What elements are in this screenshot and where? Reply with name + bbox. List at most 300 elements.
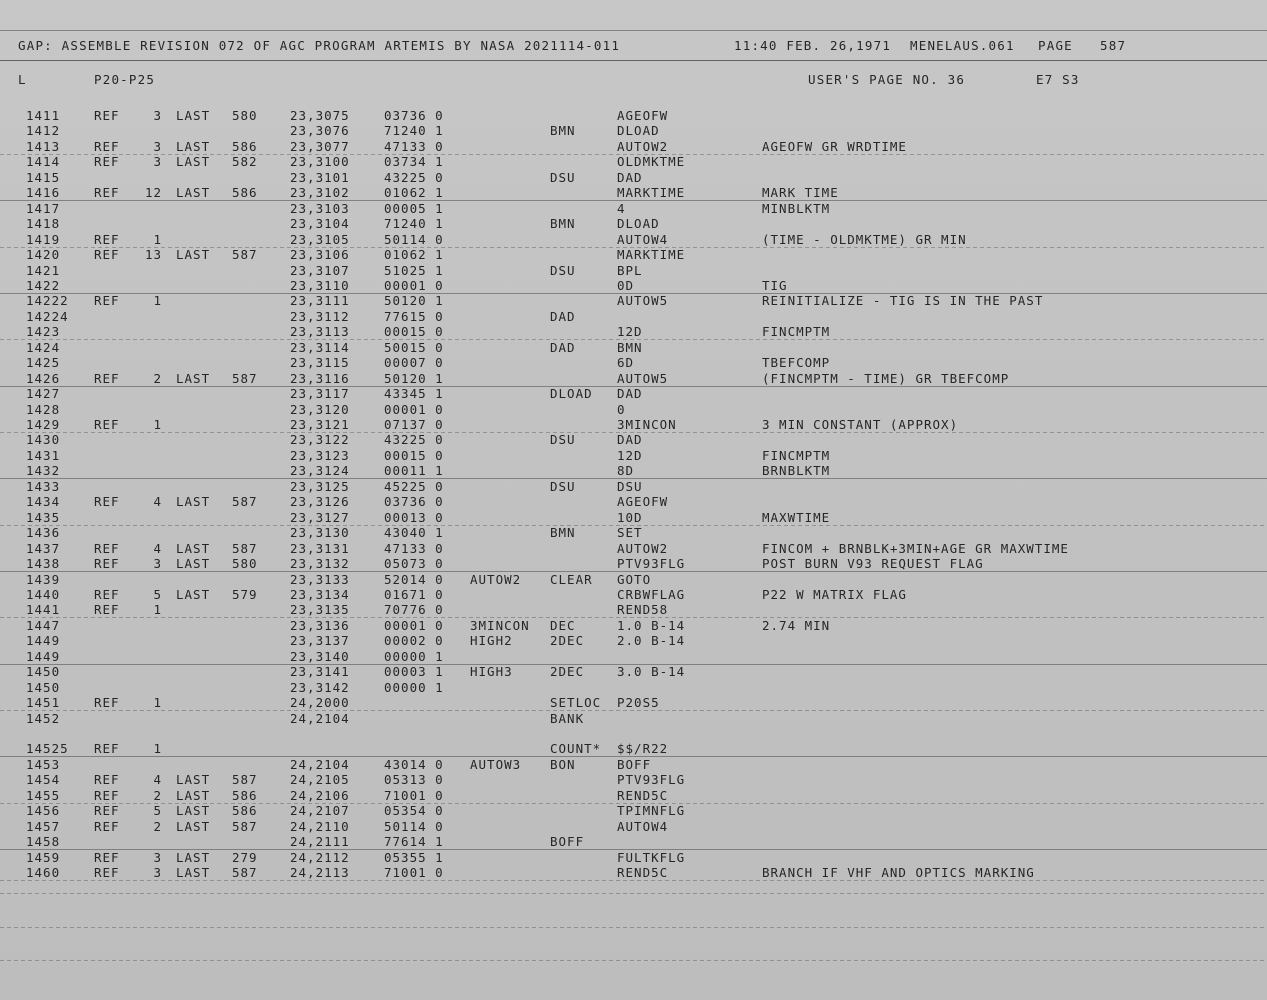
- line-number: 1435: [26, 510, 61, 525]
- comment: MARK TIME: [762, 185, 839, 200]
- octal-word: 01062 1: [384, 185, 444, 200]
- listing-row: [0, 649, 1267, 664]
- octal-word: 43040 1: [384, 525, 444, 540]
- octal-word: 05313 0: [384, 772, 444, 787]
- ref-marker: REF: [94, 819, 120, 834]
- operand: DSU: [617, 479, 643, 494]
- line-number: 1450: [26, 664, 61, 679]
- address: 23,3131: [290, 541, 350, 556]
- ref-count: 5: [153, 587, 162, 602]
- line-number: 1425: [26, 355, 61, 370]
- ref-count: 1: [153, 417, 162, 432]
- comment: (TIME - OLDMKTME) GR MIN: [762, 232, 967, 247]
- line-number: 1453: [26, 757, 61, 772]
- operand: 6D: [617, 355, 635, 370]
- ref-marker: REF: [94, 293, 120, 308]
- listing-row: [0, 834, 1267, 849]
- octal-word: 50114 0: [384, 232, 444, 247]
- octal-word: 47133 0: [384, 541, 444, 556]
- operand: AUTOW4: [617, 819, 669, 834]
- line-number: 14222: [26, 293, 69, 308]
- label: HIGH3: [470, 664, 513, 679]
- listing-row: [0, 309, 1267, 324]
- address: 23,3122: [290, 432, 350, 447]
- operand: AUTOW5: [617, 371, 669, 386]
- ref-count: 4: [153, 494, 162, 509]
- ref-page: 579: [232, 587, 258, 602]
- ref-page: 587: [232, 865, 258, 880]
- line-number: 1413: [26, 139, 61, 154]
- octal-word: 47133 0: [384, 139, 444, 154]
- listing-row: [0, 402, 1267, 417]
- ref-page: 582: [232, 154, 258, 169]
- line-number: 1414: [26, 154, 61, 169]
- opcode: BANK: [550, 711, 585, 726]
- address: 23,3126: [290, 494, 350, 509]
- address: 23,3125: [290, 479, 350, 494]
- last-marker: LAST: [176, 139, 211, 154]
- opcode: DEC: [550, 618, 576, 633]
- address: 24,2000: [290, 695, 350, 710]
- comment: FINCOM + BRNBLK+3MIN+AGE GR MAXWTIME: [762, 541, 1069, 556]
- operand: AUTOW2: [617, 139, 669, 154]
- listing-row: [0, 417, 1267, 432]
- address: 23,3142: [290, 680, 350, 695]
- octal-word: 50120 1: [384, 371, 444, 386]
- comment: 3 MIN CONSTANT (APPROX): [762, 417, 959, 432]
- line-number: 1452: [26, 711, 61, 726]
- octal-word: 00015 0: [384, 448, 444, 463]
- octal-word: 50114 0: [384, 819, 444, 834]
- ref-count: 12: [144, 185, 162, 200]
- address: 24,2104: [290, 711, 350, 726]
- comment: BRANCH IF VHF AND OPTICS MARKING: [762, 865, 1035, 880]
- line-number: 1455: [26, 788, 61, 803]
- line-number: 1441: [26, 602, 61, 617]
- ref-marker: REF: [94, 803, 120, 818]
- address: 23,3077: [290, 139, 350, 154]
- subheader-section: P20-P25: [94, 72, 156, 87]
- operand: 3MINCON: [617, 417, 677, 432]
- last-marker: LAST: [176, 587, 211, 602]
- address: 24,2112: [290, 850, 350, 865]
- octal-word: 07137 0: [384, 417, 444, 432]
- listing-row: [0, 510, 1267, 525]
- operand: 8D: [617, 463, 635, 478]
- operand: PTV93FLG: [617, 772, 686, 787]
- octal-word: 00000 1: [384, 649, 444, 664]
- operand: DAD: [617, 432, 643, 447]
- opcode: BOFF: [550, 834, 585, 849]
- line-number: 1457: [26, 819, 61, 834]
- address: 23,3103: [290, 201, 350, 216]
- ref-page: 586: [232, 185, 258, 200]
- opcode: BMN: [550, 123, 576, 138]
- line-number: 1454: [26, 772, 61, 787]
- address: 23,3136: [290, 618, 350, 633]
- opcode: DSU: [550, 432, 576, 447]
- operand: 2.0 B-14: [617, 633, 686, 648]
- listing-row: [0, 108, 1267, 123]
- address: 23,3113: [290, 324, 350, 339]
- label: 3MINCON: [470, 618, 530, 633]
- comment: P22 W MATRIX FLAG: [762, 587, 907, 602]
- listing-row: [0, 216, 1267, 231]
- ref-marker: REF: [94, 247, 120, 262]
- subheader-l: L: [18, 72, 27, 87]
- top-rule: [0, 30, 1267, 31]
- address: 23,3130: [290, 525, 350, 540]
- comment: TIG: [762, 278, 788, 293]
- label: HIGH2: [470, 633, 513, 648]
- address: 23,3112: [290, 309, 350, 324]
- address: 23,3116: [290, 371, 350, 386]
- header-page-label: PAGE: [1038, 38, 1073, 53]
- line-number: 1451: [26, 695, 61, 710]
- ref-count: 2: [153, 371, 162, 386]
- address: 23,3076: [290, 123, 350, 138]
- last-marker: LAST: [176, 108, 211, 123]
- ref-page: 587: [232, 772, 258, 787]
- operand: $$/R22: [617, 741, 669, 756]
- listing-row: [0, 170, 1267, 185]
- line-number: 1437: [26, 541, 61, 556]
- header-rule: [0, 60, 1267, 61]
- line-number: 1418: [26, 216, 61, 231]
- bottom-rule-2: [0, 927, 1267, 928]
- opcode: BON: [550, 757, 576, 772]
- ref-marker: REF: [94, 494, 120, 509]
- address: 23,3133: [290, 572, 350, 587]
- opcode: BMN: [550, 216, 576, 231]
- operand: REND5C: [617, 865, 669, 880]
- comment: REINITIALIZE - TIG IS IN THE PAST: [762, 293, 1044, 308]
- line-number: 1450: [26, 680, 61, 695]
- listing-row: [0, 525, 1267, 540]
- ref-marker: REF: [94, 185, 120, 200]
- octal-word: 01062 1: [384, 247, 444, 262]
- listing-row: [0, 201, 1267, 216]
- listing-row: [0, 633, 1267, 648]
- ref-page: 587: [232, 371, 258, 386]
- octal-word: 00001 0: [384, 618, 444, 633]
- ref-count: 3: [153, 865, 162, 880]
- operand: DLOAD: [617, 123, 660, 138]
- ref-page: 586: [232, 139, 258, 154]
- line-number: 1459: [26, 850, 61, 865]
- listing-row: [0, 772, 1267, 787]
- ref-marker: REF: [94, 865, 120, 880]
- header-page-number: 587: [1100, 38, 1127, 53]
- line-number: 14224: [26, 309, 69, 324]
- last-marker: LAST: [176, 556, 211, 571]
- opcode: DAD: [550, 309, 576, 324]
- octal-word: 71001 0: [384, 788, 444, 803]
- address: 23,3101: [290, 170, 350, 185]
- address: 23,3100: [290, 154, 350, 169]
- octal-word: 03736 0: [384, 494, 444, 509]
- ref-page: 587: [232, 494, 258, 509]
- opcode: SETLOC: [550, 695, 602, 710]
- ref-marker: REF: [94, 741, 120, 756]
- listing-row: [0, 602, 1267, 617]
- comment: 2.74 MIN: [762, 618, 831, 633]
- comment: (FINCMPTM - TIME) GR TBEFCOMP: [762, 371, 1010, 386]
- line-number: 1458: [26, 834, 61, 849]
- line-number: 1449: [26, 649, 61, 664]
- address: 23,3110: [290, 278, 350, 293]
- octal-word: 50015 0: [384, 340, 444, 355]
- listing-row: [0, 664, 1267, 679]
- octal-word: 00002 0: [384, 633, 444, 648]
- listing-row: [0, 803, 1267, 818]
- ref-marker: REF: [94, 232, 120, 247]
- address: 23,3111: [290, 293, 350, 308]
- line-number: 1440: [26, 587, 61, 602]
- last-marker: LAST: [176, 865, 211, 880]
- ref-page: 586: [232, 788, 258, 803]
- listing-row: [0, 263, 1267, 278]
- subheader-users-page: USER'S PAGE NO. 36: [808, 72, 966, 87]
- address: 24,2105: [290, 772, 350, 787]
- operand: AUTOW4: [617, 232, 669, 247]
- octal-word: 43225 0: [384, 170, 444, 185]
- listing-row: [0, 587, 1267, 602]
- line-number: 1421: [26, 263, 61, 278]
- operand: PTV93FLG: [617, 556, 686, 571]
- last-marker: LAST: [176, 185, 211, 200]
- ref-page: 580: [232, 108, 258, 123]
- octal-word: 50120 1: [384, 293, 444, 308]
- operand: AGEOFW: [617, 108, 669, 123]
- comment: POST BURN V93 REQUEST FLAG: [762, 556, 984, 571]
- operand: REND58: [617, 602, 669, 617]
- opcode: COUNT*: [550, 741, 602, 756]
- line-number: 1447: [26, 618, 61, 633]
- line-number: 1422: [26, 278, 61, 293]
- listing-row: [0, 680, 1267, 695]
- listing-row: [0, 865, 1267, 880]
- address: 23,3102: [290, 185, 350, 200]
- address: 23,3075: [290, 108, 350, 123]
- comment: FINCMPTM: [762, 448, 831, 463]
- octal-word: 03734 1: [384, 154, 444, 169]
- listing-row: [0, 695, 1267, 710]
- line-number: 1423: [26, 324, 61, 339]
- ref-count: 3: [153, 139, 162, 154]
- address: 23,3140: [290, 649, 350, 664]
- line-number: 1420: [26, 247, 61, 262]
- listing-row: [0, 386, 1267, 401]
- line-number: 1449: [26, 633, 61, 648]
- octal-word: 51025 1: [384, 263, 444, 278]
- ref-marker: REF: [94, 788, 120, 803]
- address: 23,3115: [290, 355, 350, 370]
- last-marker: LAST: [176, 772, 211, 787]
- octal-word: 43225 0: [384, 432, 444, 447]
- listing-row: [0, 757, 1267, 772]
- address: 23,3104: [290, 216, 350, 231]
- address: 23,3134: [290, 587, 350, 602]
- line-number: 1430: [26, 432, 61, 447]
- row-group-rule: [0, 880, 1267, 881]
- octal-word: 03736 0: [384, 108, 444, 123]
- octal-word: 43014 0: [384, 757, 444, 772]
- opcode: DAD: [550, 340, 576, 355]
- line-number: 1428: [26, 402, 61, 417]
- line-number: 1424: [26, 340, 61, 355]
- comment: TBEFCOMP: [762, 355, 831, 370]
- address: 23,3114: [290, 340, 350, 355]
- ref-count: 13: [144, 247, 162, 262]
- comment: MAXWTIME: [762, 510, 831, 525]
- last-marker: LAST: [176, 788, 211, 803]
- line-number: 1415: [26, 170, 61, 185]
- operand: OLDMKTME: [617, 154, 686, 169]
- listing-row: [0, 494, 1267, 509]
- line-number: 1434: [26, 494, 61, 509]
- ref-count: 4: [153, 541, 162, 556]
- address: 23,3141: [290, 664, 350, 679]
- last-marker: LAST: [176, 850, 211, 865]
- ref-marker: REF: [94, 850, 120, 865]
- label: AUTOW2: [470, 572, 522, 587]
- line-number: 1416: [26, 185, 61, 200]
- listing-row: [0, 371, 1267, 386]
- header-title: GAP: ASSEMBLE REVISION 072 OF AGC PROGRAM ARTEMIS BY NASA 2021114-011: [18, 38, 621, 53]
- octal-word: 71240 1: [384, 216, 444, 231]
- ref-count: 3: [153, 154, 162, 169]
- address: 24,2107: [290, 803, 350, 818]
- ref-count: 3: [153, 850, 162, 865]
- address: 24,2113: [290, 865, 350, 880]
- ref-marker: REF: [94, 695, 120, 710]
- address: 23,3123: [290, 448, 350, 463]
- octal-word: 52014 0: [384, 572, 444, 587]
- opcode: 2DEC: [550, 633, 585, 648]
- octal-word: 77614 1: [384, 834, 444, 849]
- octal-word: 00000 1: [384, 680, 444, 695]
- ref-count: 5: [153, 803, 162, 818]
- listing-row: [0, 278, 1267, 293]
- ref-page: 587: [232, 541, 258, 556]
- opcode: DSU: [550, 170, 576, 185]
- address: 23,3120: [290, 402, 350, 417]
- comment: MINBLKTM: [762, 201, 831, 216]
- operand: 12D: [617, 448, 643, 463]
- operand: SET: [617, 525, 643, 540]
- operand: TPIMNFLG: [617, 803, 686, 818]
- listing-row: [0, 618, 1267, 633]
- octal-word: 05355 1: [384, 850, 444, 865]
- octal-word: 00003 1: [384, 664, 444, 679]
- opcode: CLEAR: [550, 572, 593, 587]
- operand: 1.0 B-14: [617, 618, 686, 633]
- listing-row: [0, 741, 1267, 756]
- operand: GOTO: [617, 572, 652, 587]
- bottom-rule-1: [0, 893, 1267, 894]
- line-number: 1419: [26, 232, 61, 247]
- operand: REND5C: [617, 788, 669, 803]
- address: 23,3124: [290, 463, 350, 478]
- listing-row: [0, 556, 1267, 571]
- ref-marker: REF: [94, 587, 120, 602]
- octal-word: 77615 0: [384, 309, 444, 324]
- operand: 10D: [617, 510, 643, 525]
- listing-row: [0, 711, 1267, 726]
- listing-row: [0, 324, 1267, 339]
- operand: AUTOW5: [617, 293, 669, 308]
- line-number: 1429: [26, 417, 61, 432]
- operand: 3.0 B-14: [617, 664, 686, 679]
- operand: FULTKFLG: [617, 850, 686, 865]
- ref-marker: REF: [94, 154, 120, 169]
- line-number: 1412: [26, 123, 61, 138]
- address: 23,3132: [290, 556, 350, 571]
- subheader-code: E7 S3: [1036, 72, 1080, 87]
- bottom-rule-3: [0, 960, 1267, 961]
- line-number: 1456: [26, 803, 61, 818]
- octal-word: 00005 1: [384, 201, 444, 216]
- line-number: 1438: [26, 556, 61, 571]
- last-marker: LAST: [176, 803, 211, 818]
- operand: AUTOW2: [617, 541, 669, 556]
- listing-row: [0, 247, 1267, 262]
- octal-word: 05073 0: [384, 556, 444, 571]
- comment: AGEOFW GR WRDTIME: [762, 139, 907, 154]
- ref-marker: REF: [94, 772, 120, 787]
- octal-word: 71240 1: [384, 123, 444, 138]
- listing-row: [0, 340, 1267, 355]
- header-time: 11:40 FEB. 26,1971: [734, 38, 892, 53]
- ref-marker: REF: [94, 139, 120, 154]
- ref-page: 586: [232, 803, 258, 818]
- listing-row: [0, 123, 1267, 138]
- operand: 12D: [617, 324, 643, 339]
- address: 24,2111: [290, 834, 350, 849]
- address: 23,3107: [290, 263, 350, 278]
- listing-row: [0, 819, 1267, 834]
- listing-row: [0, 293, 1267, 308]
- operand: BOFF: [617, 757, 652, 772]
- operand: 4: [617, 201, 626, 216]
- ref-count: 1: [153, 293, 162, 308]
- operand: DLOAD: [617, 216, 660, 231]
- ref-marker: REF: [94, 417, 120, 432]
- listing-row: [0, 572, 1267, 587]
- line-number: 1431: [26, 448, 61, 463]
- listing-row: [0, 432, 1267, 447]
- address: 24,2106: [290, 788, 350, 803]
- listing-row: [0, 463, 1267, 478]
- comment: FINCMPTM: [762, 324, 831, 339]
- ref-count: 1: [153, 232, 162, 247]
- listing-row: [0, 154, 1267, 169]
- last-marker: LAST: [176, 371, 211, 386]
- listing-row: [0, 541, 1267, 556]
- ref-marker: REF: [94, 556, 120, 571]
- address: 23,3121: [290, 417, 350, 432]
- ref-count: 3: [153, 108, 162, 123]
- operand: DAD: [617, 170, 643, 185]
- ref-count: 1: [153, 695, 162, 710]
- address: 23,3106: [290, 247, 350, 262]
- address: 23,3135: [290, 602, 350, 617]
- listing-row: [0, 850, 1267, 865]
- opcode: 2DEC: [550, 664, 585, 679]
- label: AUTOW3: [470, 757, 522, 772]
- ref-marker: REF: [94, 602, 120, 617]
